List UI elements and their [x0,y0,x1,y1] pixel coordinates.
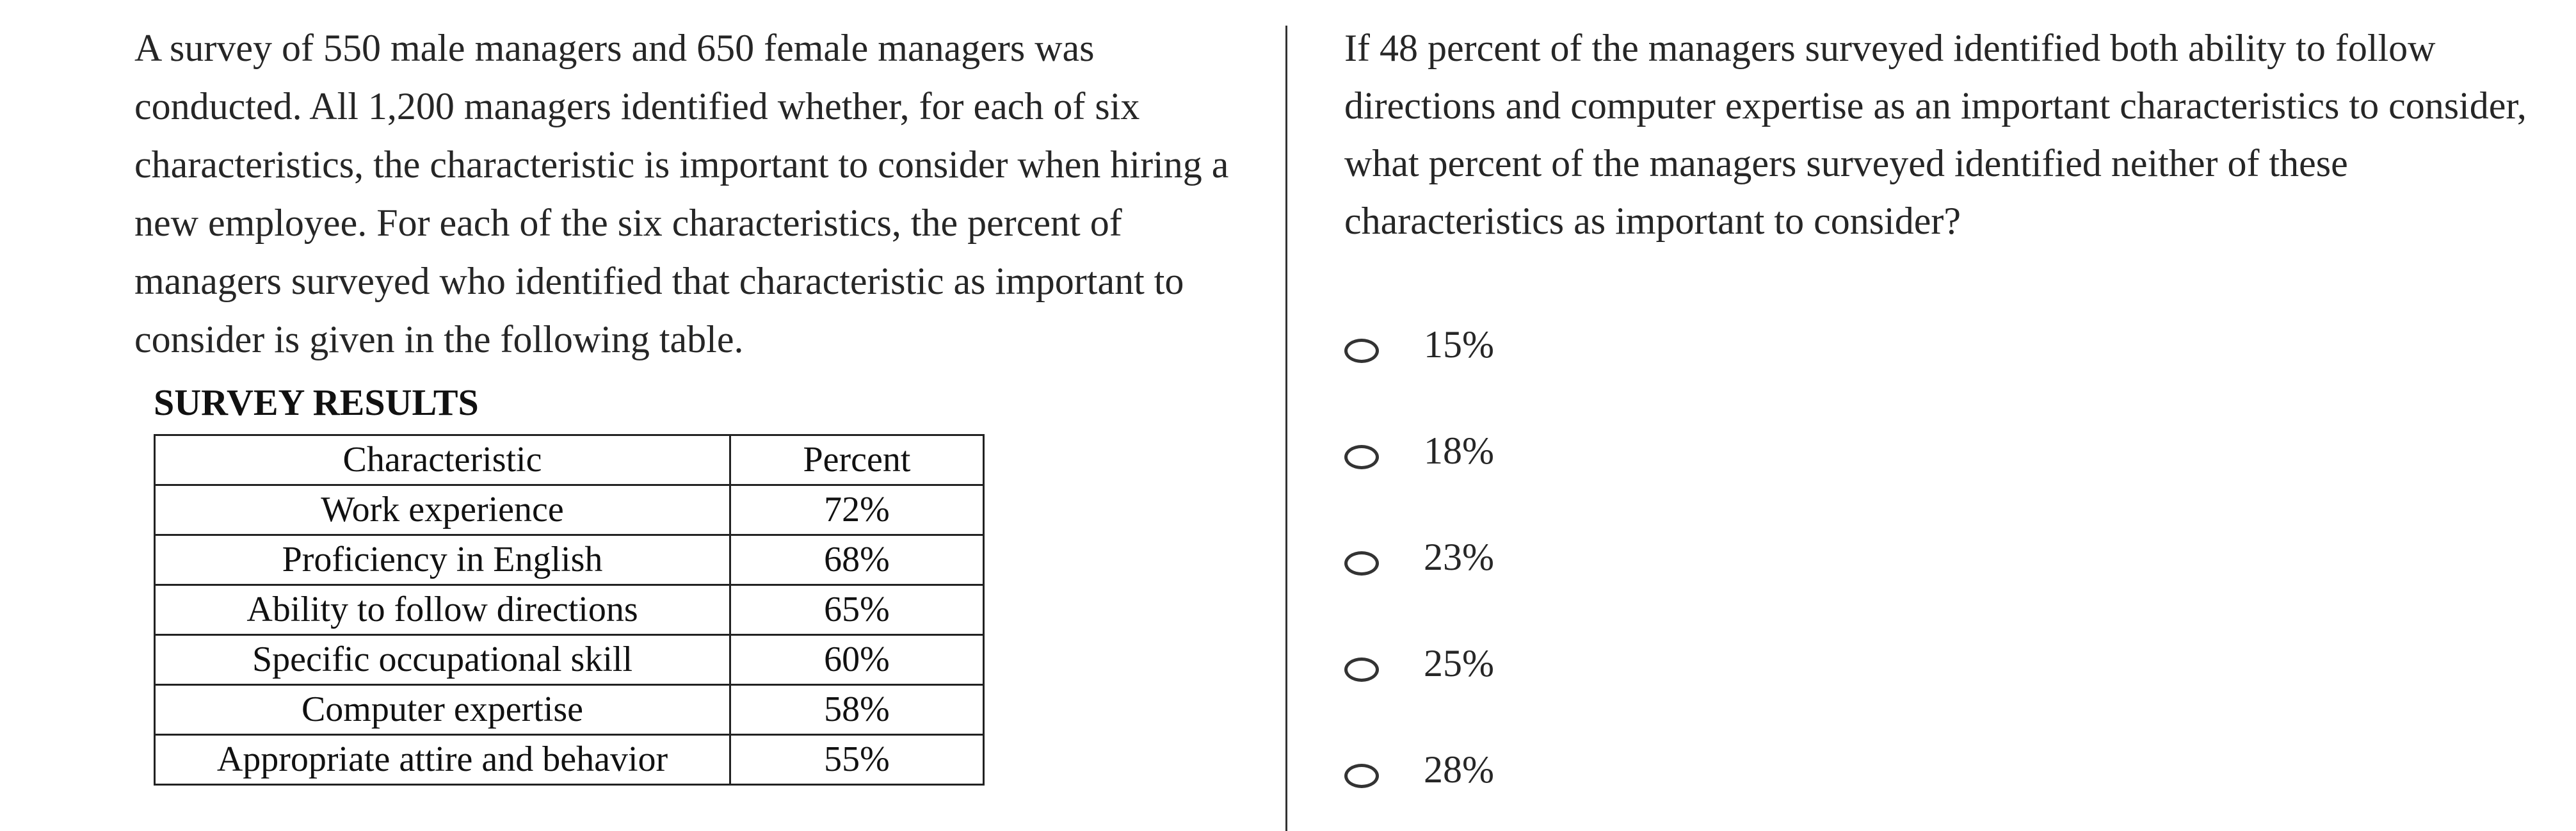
answer-option-d[interactable] [1344,617,1494,723]
column-header-characteristic: Characteristic [155,435,730,485]
cell-characteristic: Work experience [155,485,730,535]
answer-option-e[interactable] [1344,723,1494,829]
cell-percent: 60% [730,635,984,685]
answer-option-c[interactable] [1344,510,1494,617]
cell-percent: 68% [730,535,984,585]
question-text: If 48 percent of the managers surveyed identified both ability to follow directions and computer expertise as an important characteristics to consider, what percent of the managers surveyed identified neither of these characteristics as important to consider? [1344,27,2527,242]
cell-characteristic: Specific occupational skill [155,635,730,685]
answer-option-label: 18% [1424,429,1494,472]
cell-percent: 58% [730,685,984,735]
table-row [155,735,984,785]
passage-text: A survey of 550 male managers and 650 female managers was conducted. All 1,200 managers identified whether, for each of six characteristics, the characteristic is important to consider when hiring a new employee. For each of the six characteristics, the percent of managers surveyed who identified that characteristic as important to consider is given in the following table. [134,27,1229,360]
table-row [155,535,984,585]
radio-button-icon[interactable] [1344,339,1379,363]
table-header-row [155,435,984,485]
column-header-percent: Percent [730,435,984,485]
table-row [155,685,984,735]
pane-divider [1285,26,1287,831]
cell-characteristic: Ability to follow directions [155,585,730,635]
table-row [155,635,984,685]
answer-option-b[interactable] [1344,404,1494,510]
cell-percent: 72% [730,485,984,535]
radio-button-icon[interactable] [1344,764,1379,788]
answer-option-label: 23% [1424,535,1494,578]
question-pane [1344,19,2548,250]
cell-characteristic: Computer expertise [155,685,730,735]
survey-title: SURVEY RESULTS [154,382,479,423]
passage-pane [134,19,1248,369]
radio-button-icon[interactable] [1344,658,1379,682]
cell-characteristic: Proficiency in English [155,535,730,585]
survey-results-table [154,434,985,786]
radio-button-icon[interactable] [1344,445,1379,469]
cell-characteristic: Appropriate attire and behavior [155,735,730,785]
answer-option-a[interactable] [1344,298,1494,404]
answer-option-label: 15% [1424,323,1494,366]
cell-percent: 55% [730,735,984,785]
answer-options [1344,298,1494,829]
answer-option-label: 25% [1424,641,1494,684]
cell-percent: 65% [730,585,984,635]
radio-button-icon[interactable] [1344,551,1379,576]
answer-option-label: 28% [1424,748,1494,791]
table-row [155,485,984,535]
table-row [155,585,984,635]
